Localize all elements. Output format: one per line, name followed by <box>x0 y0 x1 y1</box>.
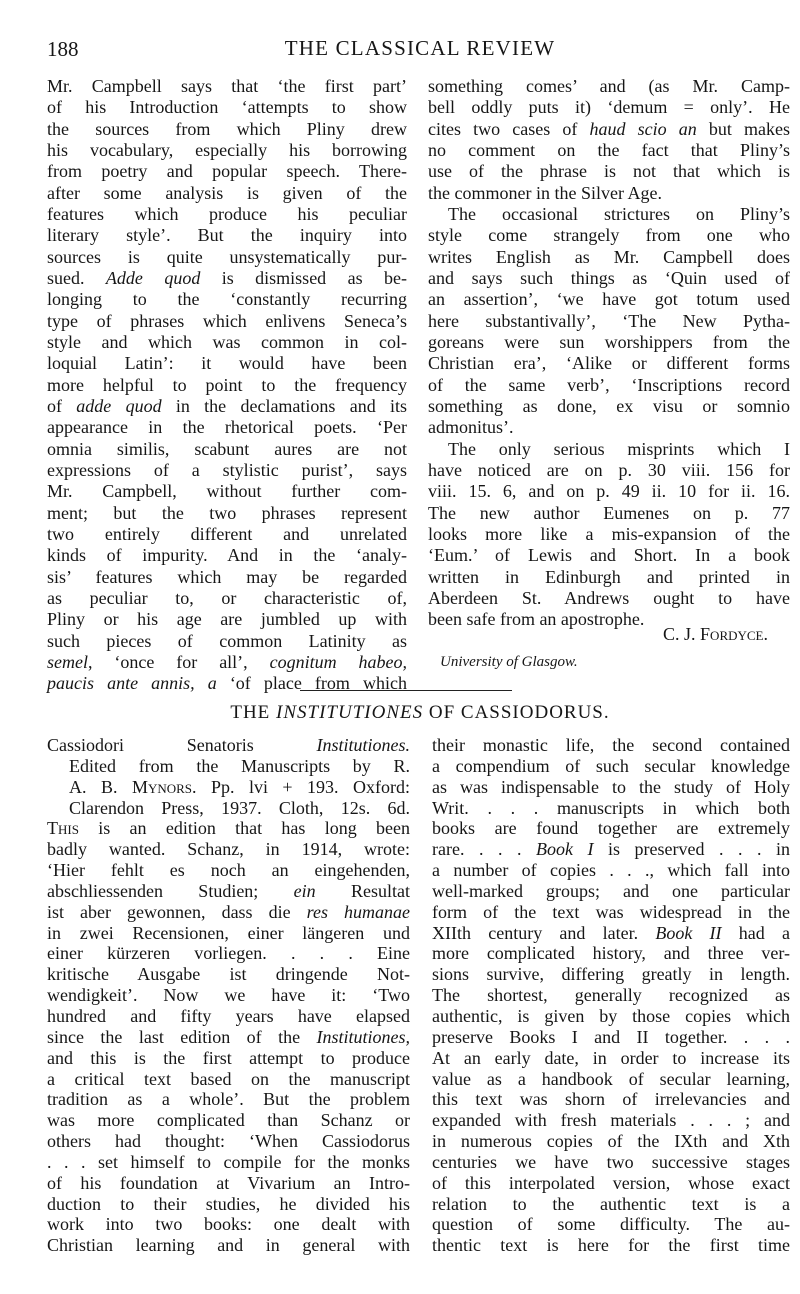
text-segment: Pliny or his age are jumbled up with <box>47 609 407 630</box>
text-line <box>47 652 407 673</box>
text-segment: more helpful to point to the frequency <box>47 374 407 395</box>
text-line <box>432 860 790 881</box>
text-line <box>47 631 407 652</box>
text-line <box>47 1131 410 1152</box>
text-segment: a compendium of such secular knowledge <box>432 755 790 776</box>
text-line <box>47 673 407 694</box>
text-line <box>428 204 790 225</box>
text-line <box>47 268 407 289</box>
text-segment: in the declamations and its <box>161 395 408 416</box>
small-caps-segment: This <box>47 818 79 839</box>
text-segment: ‘Eum.’ of Lewis and Short. In a book <box>428 545 790 566</box>
text-segment: A. B. <box>69 776 132 797</box>
text-segment: bell oddly puts it) ‘demum = only’. He <box>428 97 790 118</box>
text-segment: style come strangely from one who <box>428 225 790 246</box>
text-line <box>47 289 407 310</box>
text-segment: preserve Books I and II together. . . . <box>432 1026 790 1047</box>
paragraph <box>432 735 790 1256</box>
italic-segment: Institutiones, <box>316 1026 410 1047</box>
text-segment: something as done, ex visu or somnio <box>428 395 790 416</box>
text-line <box>47 97 407 118</box>
text-line <box>47 1194 410 1215</box>
text-segment: Clarendon Press, 1937. Cloth, 12s. 6d. <box>69 797 410 818</box>
text-line <box>47 756 410 777</box>
text-segment: type of phrases which enlivens Seneca’s <box>47 310 407 331</box>
text-segment: tradition as a whole’. But the problem <box>47 1089 410 1110</box>
text-line <box>47 567 407 588</box>
paragraph <box>428 76 790 204</box>
heading-post: OF CASSIODORUS. <box>423 702 610 723</box>
text-segment: ist aber gewonnen, dass die <box>47 901 307 922</box>
text-line <box>47 460 407 481</box>
text-segment: writes English as Mr. Campbell does <box>428 246 790 267</box>
text-segment: viii. 15. 6, and on p. 49 ii. 10 for ii. 16. <box>428 481 790 502</box>
text-segment: ment; but the two phrases represent <box>47 502 407 523</box>
text-line <box>428 567 790 588</box>
text-segment: of his foundation at Vivarium an Intro- <box>47 1172 410 1193</box>
text-segment: Writ. . . . manuscripts in which both <box>432 797 790 818</box>
paragraph <box>47 818 410 1256</box>
text-segment: Mr. Campbell, without further com- <box>47 481 407 502</box>
text-line <box>47 943 410 964</box>
text-segment: admonitus’. <box>428 417 514 438</box>
text-segment: expanded with fresh materials . . . ; and <box>432 1110 790 1131</box>
text-line <box>432 1152 790 1173</box>
text-segment: sued. <box>47 267 106 288</box>
text-segment: wendigkeit’. Now we have it: ‘Two <box>47 985 410 1006</box>
text-segment: expressions of a stylistic purist’, says <box>47 459 407 480</box>
italic-segment: cognitum habeo, <box>269 651 407 672</box>
text-line <box>47 417 407 438</box>
text-line <box>432 839 790 860</box>
italic-segment: haud scio an <box>589 118 697 139</box>
text-line <box>47 1214 410 1235</box>
text-segment: centuries we have two successive stages <box>432 1151 790 1172</box>
text-segment: a critical text based on the manuscript <box>47 1068 410 1089</box>
text-segment: is preserved . . . in <box>593 839 791 860</box>
paragraph <box>47 735 410 818</box>
text-line <box>432 818 790 839</box>
text-segment: hundred and fifty years have elapsed <box>47 1005 410 1026</box>
text-line <box>432 1069 790 1090</box>
text-line <box>432 1235 790 1256</box>
text-line <box>47 183 407 204</box>
text-segment: work into two books: one dealt with <box>47 1214 410 1235</box>
text-segment: Resultat <box>315 880 410 901</box>
review-heading <box>0 702 800 724</box>
text-line <box>47 524 407 545</box>
text-segment: and says such things as ‘Quin used of <box>428 267 790 288</box>
text-line <box>432 881 790 902</box>
italic-segment: res humanae <box>306 901 410 922</box>
text-segment: style and which was common in col- <box>47 331 407 352</box>
text-segment: Christian era’, ‘Alike or different forms <box>428 353 790 374</box>
text-segment: Cassiodori Senatoris <box>47 735 317 755</box>
text-line <box>428 353 790 374</box>
paragraph <box>428 439 790 631</box>
text-segment: kritische Ausgabe ist dringende Not- <box>47 964 410 985</box>
text-segment: rare. . . . <box>432 839 536 860</box>
text-line <box>432 1214 790 1235</box>
text-segment: sions survive, differing greatly in length. <box>432 964 790 985</box>
text-segment: ‘of place from which <box>216 673 407 694</box>
text-line <box>432 1048 790 1069</box>
text-segment: as peculiar to, or characteristic of, <box>47 587 407 608</box>
text-segment: . Pp. lvi + 193. Oxford: <box>192 776 410 797</box>
text-segment: question of some difficulty. The au- <box>432 1214 790 1235</box>
text-line <box>428 545 790 566</box>
text-line <box>428 97 790 118</box>
text-line <box>428 375 790 396</box>
text-line <box>47 881 410 902</box>
text-line <box>428 225 790 246</box>
text-segment: an assertion’, ‘we have got totum used <box>428 289 790 310</box>
text-segment: had a <box>721 922 790 943</box>
text-segment: the commoner in the Silver Age. <box>428 182 662 203</box>
text-segment: more complicated history, and three ver- <box>432 943 790 964</box>
text-line <box>432 902 790 923</box>
text-line <box>47 839 410 860</box>
text-segment: Christian learning and in general with <box>47 1235 410 1256</box>
text-segment: The new author Eumenes on p. 77 <box>428 502 790 523</box>
text-line <box>428 76 790 97</box>
text-segment: from poetry and popular speech. There- <box>47 161 407 182</box>
text-line <box>47 735 410 756</box>
text-segment: relation to the authentic text is a <box>432 1193 790 1214</box>
text-segment: The shortest, generally recognized as <box>432 985 790 1006</box>
text-line <box>47 588 407 609</box>
text-line <box>432 964 790 985</box>
text-line <box>47 140 407 161</box>
text-line <box>47 777 410 798</box>
text-segment: loquial Latin’: it would have been <box>47 353 407 374</box>
text-segment: as was indispensable to the study of Holy <box>432 776 790 797</box>
text-line <box>432 756 790 777</box>
text-segment: kinds of impurity. And in the ‘analy- <box>47 545 407 566</box>
section-divider <box>300 690 512 691</box>
text-segment: literary style’. But the inquiry into <box>47 225 407 246</box>
text-segment: ‘Hier fehlt es noch an eingehenden, <box>47 860 410 881</box>
text-segment: , ‘once for all’, <box>87 651 270 672</box>
text-line <box>432 1006 790 1027</box>
text-line <box>432 1194 790 1215</box>
text-segment: XIIth century and later. <box>432 922 656 943</box>
text-segment: Edited from the Manuscripts by R. <box>69 755 410 776</box>
heading-pre: THE <box>230 702 277 723</box>
text-line <box>47 798 410 819</box>
text-segment: after some analysis is given of the <box>47 182 407 203</box>
text-segment: Mr. Campbell says that ‘the first part’ <box>47 76 407 96</box>
text-segment: such pieces of common Latinity as <box>47 630 407 651</box>
text-line <box>47 439 407 460</box>
text-line <box>428 289 790 310</box>
text-segment: The only serious misprints which I <box>448 438 790 459</box>
review1-right-column <box>428 76 790 631</box>
text-line <box>428 140 790 161</box>
text-line <box>47 311 407 332</box>
text-segment: omnia similis, scabunt aures are not <box>47 438 407 459</box>
text-line <box>432 923 790 944</box>
reviewer-affiliation: University of Glasgow. <box>440 654 578 670</box>
review2-left-column <box>47 735 410 1256</box>
text-line <box>428 460 790 481</box>
text-segment: use of the phrase is not that which is <box>428 161 790 182</box>
text-line <box>47 204 407 225</box>
text-line <box>428 503 790 524</box>
text-segment: this text was shorn of irrelevancies and <box>432 1089 790 1110</box>
text-segment: two entirely different and unrelated <box>47 523 407 544</box>
text-line <box>47 503 407 524</box>
text-line <box>432 1110 790 1131</box>
text-line <box>47 353 407 374</box>
text-segment: well-marked groups; and one particular <box>432 880 790 901</box>
text-line <box>432 1089 790 1110</box>
text-segment: but makes <box>696 118 790 139</box>
heading-italic: INSTITUTIONES <box>276 702 424 723</box>
text-line <box>432 943 790 964</box>
text-line <box>47 985 410 1006</box>
text-line <box>47 609 407 630</box>
text-segment: books are found together are extremely <box>432 818 790 839</box>
review1-left-column <box>47 76 407 695</box>
text-line <box>428 439 790 460</box>
text-line <box>47 1027 410 1048</box>
small-caps-segment: Mynors <box>131 776 193 797</box>
italic-segment: ein <box>293 880 316 901</box>
text-line <box>47 1152 410 1173</box>
reviewer-signature <box>663 624 768 645</box>
text-line <box>428 524 790 545</box>
text-line <box>47 1173 410 1194</box>
paragraph <box>428 204 790 439</box>
text-segment: since the last edition of the <box>47 1026 317 1047</box>
text-segment: Aberdeen St. Andrews ought to have <box>428 587 790 608</box>
text-line <box>47 1089 410 1110</box>
text-segment: no comment on the fact that Pliny’s <box>428 139 790 160</box>
text-line <box>428 417 790 438</box>
text-line <box>47 396 407 417</box>
text-line <box>432 777 790 798</box>
text-segment: of his Introduction ‘attempts to show <box>47 97 407 118</box>
text-line <box>432 735 790 756</box>
text-segment: in numerous copies of the IXth and Xth <box>432 1131 790 1152</box>
text-segment: sis’ features which may be regarded <box>47 566 407 587</box>
text-segment: in zwei Recensionen, einer längeren und <box>47 922 410 943</box>
text-segment: a number of copies . . ., which fall into <box>432 860 790 881</box>
text-segment: . . . set himself to compile for the monks <box>47 1151 410 1172</box>
text-segment: was more complicated than Schanz or <box>47 1110 410 1131</box>
text-segment: duction to their studies, he divided his <box>47 1193 410 1214</box>
text-line <box>428 311 790 332</box>
text-segment: their monastic life, the second contained <box>432 735 790 755</box>
text-line <box>432 1027 790 1048</box>
review2-right-column <box>432 735 790 1256</box>
text-segment: goreans were sun worshippers from the <box>428 331 790 352</box>
text-line <box>47 375 407 396</box>
text-segment: of <box>47 395 77 416</box>
text-line <box>47 1006 410 1027</box>
text-segment: At an early date, in order to increase its <box>432 1047 790 1068</box>
italic-segment: paucis ante annis, a <box>47 673 217 694</box>
text-segment: looks more like a mis-expansion of the <box>428 523 790 544</box>
text-segment: sources is quite unsystematically pur- <box>47 246 407 267</box>
text-segment: something comes’ and (as Mr. Camp- <box>428 76 790 96</box>
text-line <box>47 76 407 97</box>
text-segment: appearance in the rhetorical poets. ‘Per <box>47 417 407 438</box>
text-line <box>428 183 790 204</box>
text-line <box>428 588 790 609</box>
running-title: THE CLASSICAL REVIEW <box>284 36 556 60</box>
text-segment: features which produce his peculiar <box>47 203 407 224</box>
text-line <box>47 964 410 985</box>
text-line <box>432 1131 790 1152</box>
text-line <box>47 332 407 353</box>
text-segment: others had thought: ‘When Cassiodorus <box>47 1131 410 1152</box>
paragraph <box>47 76 407 695</box>
text-line <box>428 481 790 502</box>
italic-segment: Adde quod <box>105 267 201 288</box>
text-line <box>47 225 407 246</box>
text-segment: badly wanted. Schanz, in 1914, wrote: <box>47 839 410 860</box>
italic-segment: semel <box>47 651 88 672</box>
text-segment: and this is the first attempt to produce <box>47 1047 410 1068</box>
text-line <box>432 1173 790 1194</box>
text-segment: have noticed are on p. 30 viii. 156 for <box>428 459 790 480</box>
text-segment: authentic, is given by those copies which <box>432 1005 790 1026</box>
italic-segment: adde quod <box>76 395 162 416</box>
text-segment: been safe from an apostrophe. <box>428 609 645 630</box>
text-segment: cites two cases of <box>428 118 590 139</box>
italic-segment: Book I <box>536 839 594 860</box>
text-segment: thentic text is here for the first time <box>432 1235 790 1256</box>
text-line <box>47 161 407 182</box>
text-segment: the sources from which Pliny drew <box>47 118 407 139</box>
text-segment: is dismissed as be- <box>200 267 407 288</box>
text-segment: written in Edinburgh and printed in <box>428 566 790 587</box>
text-line <box>47 860 410 881</box>
text-line <box>428 247 790 268</box>
text-line <box>428 119 790 140</box>
text-line <box>47 902 410 923</box>
text-line <box>47 545 407 566</box>
text-line <box>47 1048 410 1069</box>
text-segment: value as a handbook of secular learning, <box>432 1068 790 1089</box>
text-line <box>428 332 790 353</box>
text-line <box>432 798 790 819</box>
text-line <box>47 247 407 268</box>
text-segment: The occasional strictures on Pliny’s <box>448 203 790 224</box>
text-segment: his vocabulary, especially his borrowing <box>47 139 407 160</box>
text-line <box>47 1069 410 1090</box>
text-line <box>47 119 407 140</box>
italic-segment: Book II <box>655 922 722 943</box>
text-segment: of the same verb’, ‘Inscriptions record <box>428 374 790 395</box>
text-line <box>47 1235 410 1256</box>
text-line <box>428 161 790 182</box>
text-segment: longing to the ‘constantly recurring <box>47 289 407 310</box>
text-line <box>47 481 407 502</box>
text-line <box>428 268 790 289</box>
text-segment: here substantivally’, ‘The New Pytha- <box>428 310 790 331</box>
text-segment: of this interpolated version, whose exact <box>432 1172 790 1193</box>
text-line <box>432 985 790 1006</box>
italic-segment: Institutiones. <box>316 735 410 755</box>
page-number: 188 <box>47 37 79 61</box>
text-segment: einer kürzeren vorliegen. . . . Eine <box>47 943 410 964</box>
text-line <box>47 818 410 839</box>
text-line <box>428 396 790 417</box>
text-segment: form of the text was widespread in the <box>432 901 790 922</box>
text-line <box>47 923 410 944</box>
text-line <box>47 1110 410 1131</box>
signature-text: C. J. Fordyce. <box>663 624 768 644</box>
text-segment: is an edition that has long been <box>78 818 410 839</box>
text-segment: abschliessenden Studien; <box>47 880 294 901</box>
